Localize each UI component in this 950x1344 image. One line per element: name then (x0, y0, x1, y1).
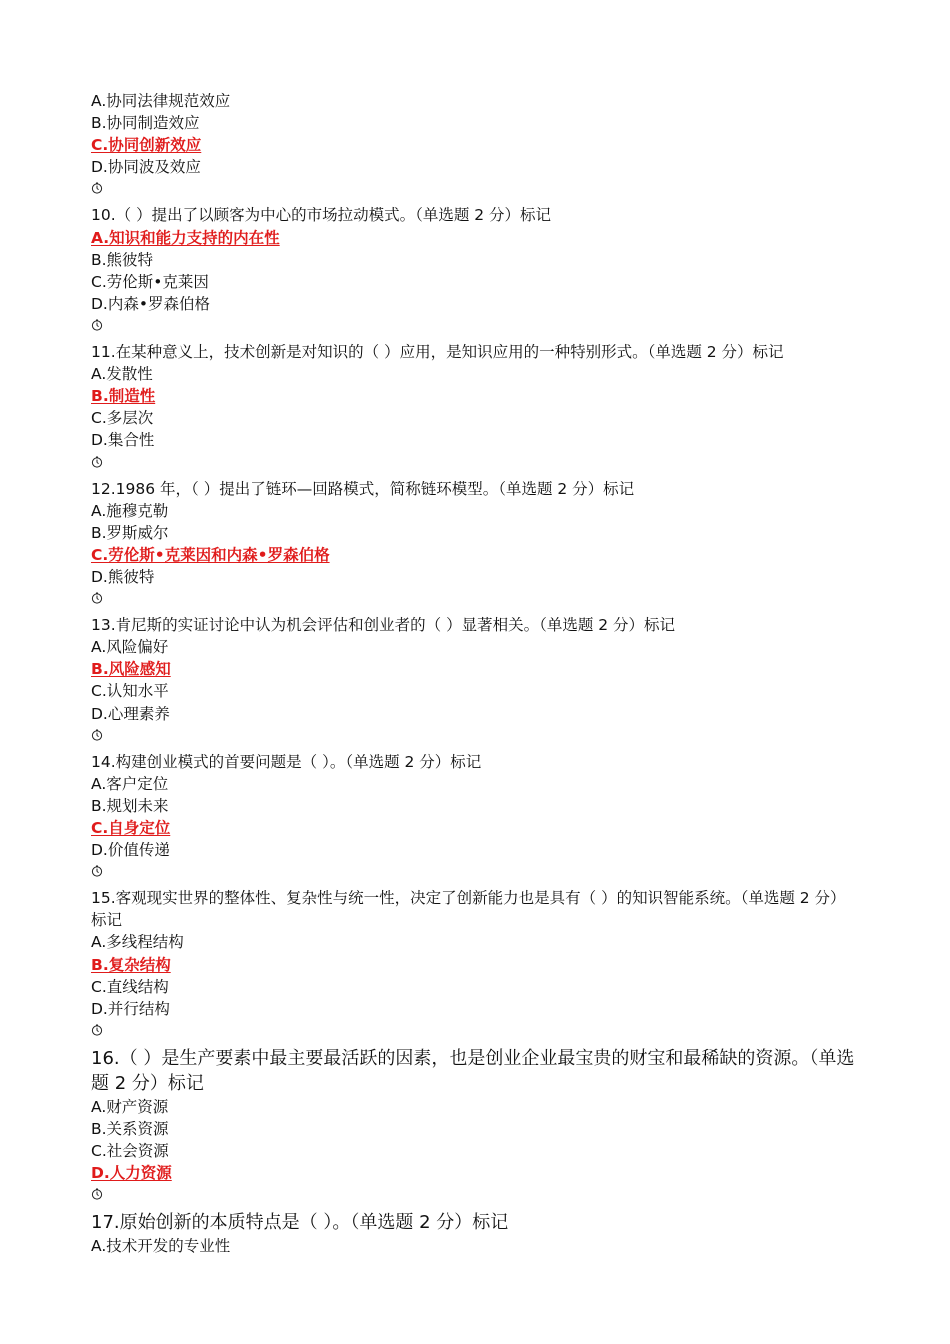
answer-option-row (91, 134, 861, 156)
question-text: 10.（ ）提出了以顾客为中心的市场拉动模式。（单选题 2 分）标记 (91, 206, 552, 225)
answer-option: D.并行结构 (91, 999, 170, 1018)
answer-option: D.协同波及效应 (91, 158, 201, 177)
question-text: 13.肯尼斯的实证讨论中认为机会评估和创业者的（ ）显著相关。（单选题 2 分）标记 (91, 616, 676, 635)
answer-option: D.内森•罗森伯格 (91, 294, 211, 313)
answer-option: D.心理素养 (91, 704, 170, 723)
answer-option: A.技术开发的专业性 (91, 1237, 231, 1256)
correct-answer-option: B.复杂结构 (91, 955, 171, 974)
quiz-document (91, 90, 861, 1258)
question-text: 11.在某种意义上，技术创新是对知识的（ ）应用，是知识应用的一种特别形式。（单选题 2 分）标记 (91, 343, 784, 362)
answer-option: D.价值传递 (91, 841, 170, 860)
answer-option: C.多层次 (91, 409, 154, 428)
timer-icon[interactable] (91, 1188, 861, 1210)
answer-option: B.罗斯威尔 (91, 523, 169, 542)
question-text: 14.构建创业模式的首要问题是（ ）。（单选题 2 分）标记 (91, 752, 482, 771)
answer-option: A.财产资源 (91, 1097, 169, 1116)
timer-icon[interactable] (91, 729, 861, 751)
answer-option: B.协同制造效应 (91, 114, 200, 133)
answer-option-row (91, 1162, 861, 1184)
answer-option-row (91, 658, 861, 680)
question-text: 12.1986 年，（ ）提出了链环—回路模式，简称链环模型。（单选题 2 分）标记 (91, 479, 635, 498)
answer-option-row (91, 817, 861, 839)
correct-answer-option: B.风险感知 (91, 660, 171, 679)
timer-icon[interactable] (91, 182, 861, 204)
answer-option-row (91, 227, 861, 249)
correct-answer-option: C.自身定位 (91, 819, 171, 837)
answer-option: C.直线结构 (91, 977, 169, 996)
answer-option: A.客户定位 (91, 774, 169, 793)
answer-option: C.社会资源 (91, 1142, 169, 1161)
answer-option: D.集合性 (91, 431, 155, 450)
answer-option: A.发散性 (91, 365, 153, 384)
correct-answer-option: D.人力资源 (91, 1164, 172, 1183)
correct-answer-option: A.知识和能力支持的内在性 (91, 228, 280, 247)
answer-option-row (91, 385, 861, 407)
answer-option: B.规划未来 (91, 796, 169, 815)
timer-icon[interactable] (91, 319, 861, 341)
answer-option: C.劳伦斯•克莱因 (91, 272, 209, 291)
answer-option: A.施穆克勒 (91, 501, 169, 520)
timer-icon[interactable] (91, 592, 861, 614)
timer-icon[interactable] (91, 456, 861, 478)
answer-option: A.协同法律规范效应 (91, 92, 231, 110)
answer-option: B.熊彼特 (91, 250, 154, 269)
correct-answer-option: C.协同创新效应 (91, 136, 202, 155)
answer-option: D.熊彼特 (91, 567, 155, 586)
answer-option: B.关系资源 (91, 1120, 169, 1139)
question-text: 16.（ ）是生产要素中最主要最活跃的因素，也是创业企业最宝贵的财宝和最稀缺的资源。（单选题 2 分）标记 (91, 1047, 855, 1094)
question-text: 15.客观现实世界的整体性、复杂性与统一性，决定了创新能力也是具有（ ）的知识智能系统。（单选题 2 分）标记 (91, 889, 846, 930)
correct-answer-option: B.制造性 (91, 387, 156, 406)
question-text: 17.原始创新的本质特点是（ ）。（单选题 2 分）标记 (91, 1212, 509, 1234)
answer-option: A.多线程结构 (91, 933, 184, 952)
answer-option: C.认知水平 (91, 682, 169, 701)
answer-option-row (91, 954, 861, 976)
correct-answer-option: C.劳伦斯•克莱因和内森•罗森伯格 (91, 545, 330, 564)
answer-option-row (91, 544, 861, 566)
timer-icon[interactable] (91, 865, 861, 887)
answer-option: A.风险偏好 (91, 638, 169, 657)
timer-icon[interactable] (91, 1024, 861, 1046)
